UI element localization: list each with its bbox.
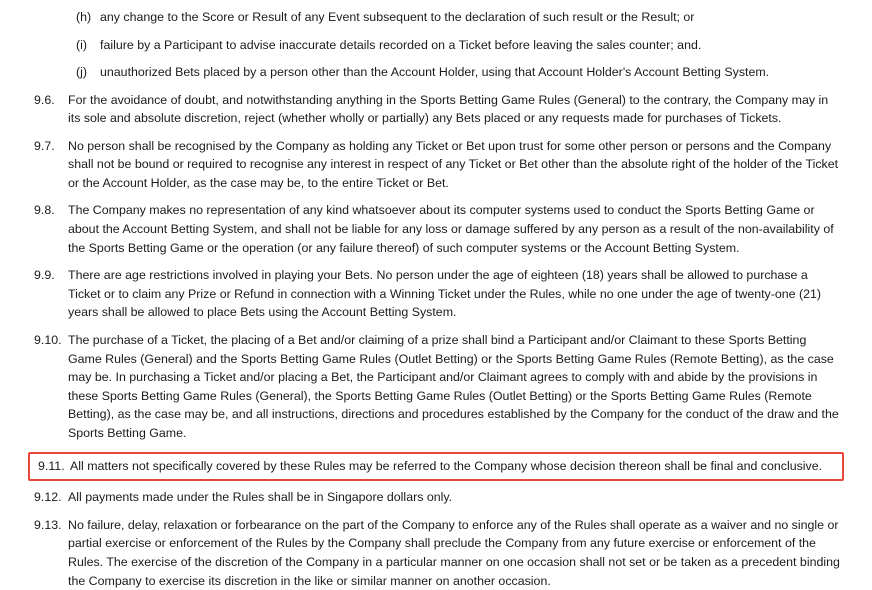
clause-text: No failure, delay, relaxation or forbearance on the part of the Company to enforce any of the Rules shall operate as a waiver and no single or partial exercise or enforcement of the Rules by the Company shall preclude the Company from any future exercise or enforcement of the Rules. The exercise of the discretion of the Company in a particular manner on one occasion shall not set or be taken as a precedent binding the Company to exercise its discretion in the like or similar manner on another occasion.: [68, 517, 840, 588]
list-item-marker: (h): [76, 10, 92, 24]
clause-9-13: [28, 516, 844, 590]
document-body: [28, 6, 844, 590]
clause-text: There are age restrictions involved in playing your Bets. No person under the age of eighteen (18) years shall be allowed to purchase a Ticket or to claim any Prize or Refund in connection with a Winning Ticket under the Rules, while no one under the age of twenty-one (21) years shall be allowed to place Bets using the Account Betting System.: [68, 268, 822, 320]
clause-9-8: [28, 201, 844, 257]
clause-number: 9.7.: [34, 138, 55, 153]
list-item: [28, 8, 844, 27]
list-item-text: failure by a Participant to advise inaccurate details recorded on a Ticket before leaving the sales counter; and.: [100, 37, 702, 52]
clause-number: 9.9.: [34, 268, 55, 283]
clause-number: 9.10.: [34, 333, 62, 348]
clause-9-10: [28, 331, 844, 443]
clause-number: 9.8.: [34, 203, 55, 218]
clause-text: The Company makes no representation of any kind whatsoever about its computer systems used to conduct the Sports Betting Game or about the Account Betting System, and shall not be liable for any loss or damage suffered by any person as a result of the non-availability of the Sports Betting Game or the operation (or any failure thereof) of such computer systems or the Account Betting System.: [68, 203, 834, 255]
clause-9-12: [28, 488, 844, 507]
clause-text: All payments made under the Rules shall be in Singapore dollars only.: [68, 490, 453, 505]
list-item-marker: (i): [76, 37, 88, 52]
list-item-text: any change to the Score or Result of any Event subsequent to the declaration of such result or the Result; or: [100, 10, 695, 24]
clause-number: 9.12.: [34, 490, 62, 505]
clause-text: No person shall be recognised by the Company as holding any Ticket or Bet upon trust for some other person or persons and the Company shall not be bound or required to recognise any interest in respect of any Ticket or Bet other than the absolute right of the holder of the Ticket or the Account Holder, as the case may be, to the entire Ticket or Bet.: [68, 138, 839, 190]
clause-number: 9.11.: [38, 458, 65, 473]
list-item-marker: (j): [76, 65, 88, 79]
clause-9-7: [28, 137, 844, 193]
clause-9-9: [28, 266, 844, 322]
clause-number: 9.6.: [34, 92, 55, 107]
list-item-text: unauthorized Bets placed by a person other than the Account Holder, using that Account Holder's Account Betting System.: [100, 65, 770, 79]
clause-9-11-highlighted: [28, 452, 844, 482]
clause-text: The purchase of a Ticket, the placing of a Bet and/or claiming of a prize shall bind a Participant and/or Claimant to these Sports Betting Game Rules (General) and the Sports Betting Game Rules (Outlet Betting) or the Sports Betting Game Rules (Remote Betting), as the case may be. In purchasing a Ticket and/or placing a Bet, the Participant and/or Claimant agrees to comply with and abide by the provisions in these Sports Betting Game Rules (General), the Sports Betting Game Rules (Outlet Betting) or the Sports Betting Game Rules (Remote Betting), as the case may be, and all instructions, directions and procedures established by the Company for the conduct of the draw and the Sports Betting Game.: [68, 333, 839, 440]
clause-number: 9.13.: [34, 517, 62, 532]
clause-text: All matters not specifically covered by these Rules may be referred to the Company whose decision thereon shall be final and conclusive.: [70, 458, 823, 473]
list-item: [28, 36, 844, 55]
clause-text: For the avoidance of doubt, and notwithstanding anything in the Sports Betting Game Rules (General) to the contrary, the Company may in its sole and absolute discretion, reject (whether wholly or partially) any Bets placed or any requests made for purchases of Tickets.: [68, 92, 829, 126]
list-item: [28, 63, 844, 82]
clause-9-6: [28, 91, 844, 128]
